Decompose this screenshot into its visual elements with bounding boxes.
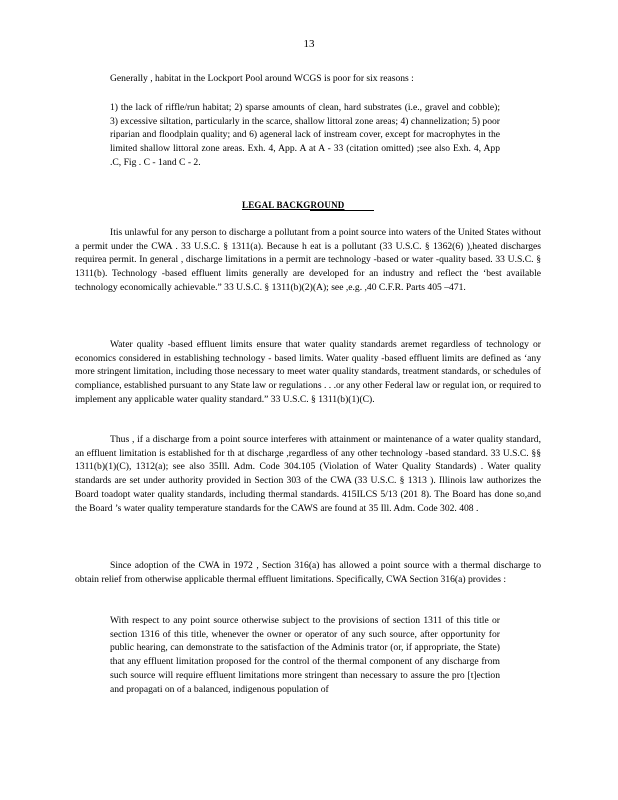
body-paragraph-2: Water quality -based effluent limits ensure that water quality standards aremet regardless of technology or economics considered in establishing technology - based limits. Water quality -based effluent limits are defined as ‘any more stringent limitation, including those necessary to meet water quality standards, treatment standards, or schedules of compliance, established pursuant to any State law or regulations . . .or any other Federal law or regulat ion, or required to implement any applicable water quality standard.” 33 U.S.C. § 1311(b)(1)(C). bbox=[75, 339, 541, 405]
body-paragraph-3: Thus , if a discharge from a point source interferes with attainment or maintenance of a water quality standard, an effluent limitation is established for th at discharge ,regardless of any other technology -based standard. 33 U.S.C. §§ 1311(b)(1)(C), 1312(a); see also 35Ill. Adm. Code 304.105 (Violation of Water Quality Standards) . Water quality standards are set under authority provided in Section 303 of the CWA (33 U.S.C. § 1313 ). Illinois law authorizes the Board toadopt water quality standards, including thermal standards. 415ILCS 5/13 (201 8). The Board has done so,and the Board ’s water quality temperature standards for the CAWS are found at 35 Ill. Adm. Code 302. 408 . bbox=[75, 434, 541, 514]
block-quote: With respect to any point source otherwise subject to the provisions of section 1311 of this title or section 1316 of this title, whenever the owner or operator of any such source, after opportunity for public hearing, can demonstrate to the satisfaction of the Adminis trator (or, if appropriate, the State) that any effluent limitation proposed for the control of the thermal component of any discharge from such source will require effluent limitations more stringent than necessary to assure the pro [t]ection and propagati on of a balanced, indigenous population of bbox=[110, 615, 500, 695]
body-paragraph-4: Since adoption of the CWA in 1972 , Section 316(a) has allowed a point source with a thermal discharge to obtain relief from otherwise applicable thermal effluent limitations. Specifically, CWA Section 316(a) provides : bbox=[75, 560, 541, 585]
reasons-paragraph: 1) the lack of riffle/run habitat; 2) sparse amounts of clean, hard substrates (i.e., gravel and cobble); 3) excessive siltation, particularly in the scarce, shallow littoral zone areas; 4) channelization; 5) poor riparian and floodplain quality; and 6) ageneral lack of instream cover, except for macrophytes in the limited shallow littoral zone areas. Exh. 4, App. A at A - 33 (citation omitted) ;see also Exh. 4, App .C, Fig . C - 1and C - 2. bbox=[110, 102, 500, 168]
section-heading: LEGAL BACKGROUND bbox=[242, 200, 345, 210]
heading-underline bbox=[310, 210, 374, 211]
page-number: 13 bbox=[303, 38, 315, 50]
body-paragraph-1: Itis unlawful for any person to discharge a pollutant from a point source into waters of the United States without a permit under the CWA . 33 U.S.C. § 1311(a). Because h eat is a pollutant (33 U.S.C. § 1362(6) ),heated discharges requirea permit. In general , discharge limitations in a permit are technology -based or water -quality based. 33 U.S.C. § 1311(b). Technology -based effluent limits generally are developed for an industry and reflect the ‘best available technology economically achievable.” 33 U.S.C. § 1311(b)(2)(A); see ,e.g. ,40 C.F.R. Parts 405 –471. bbox=[75, 227, 541, 293]
intro-paragraph: Generally , habitat in the Lockport Pool around WCGS is poor for six reasons : bbox=[110, 73, 414, 84]
